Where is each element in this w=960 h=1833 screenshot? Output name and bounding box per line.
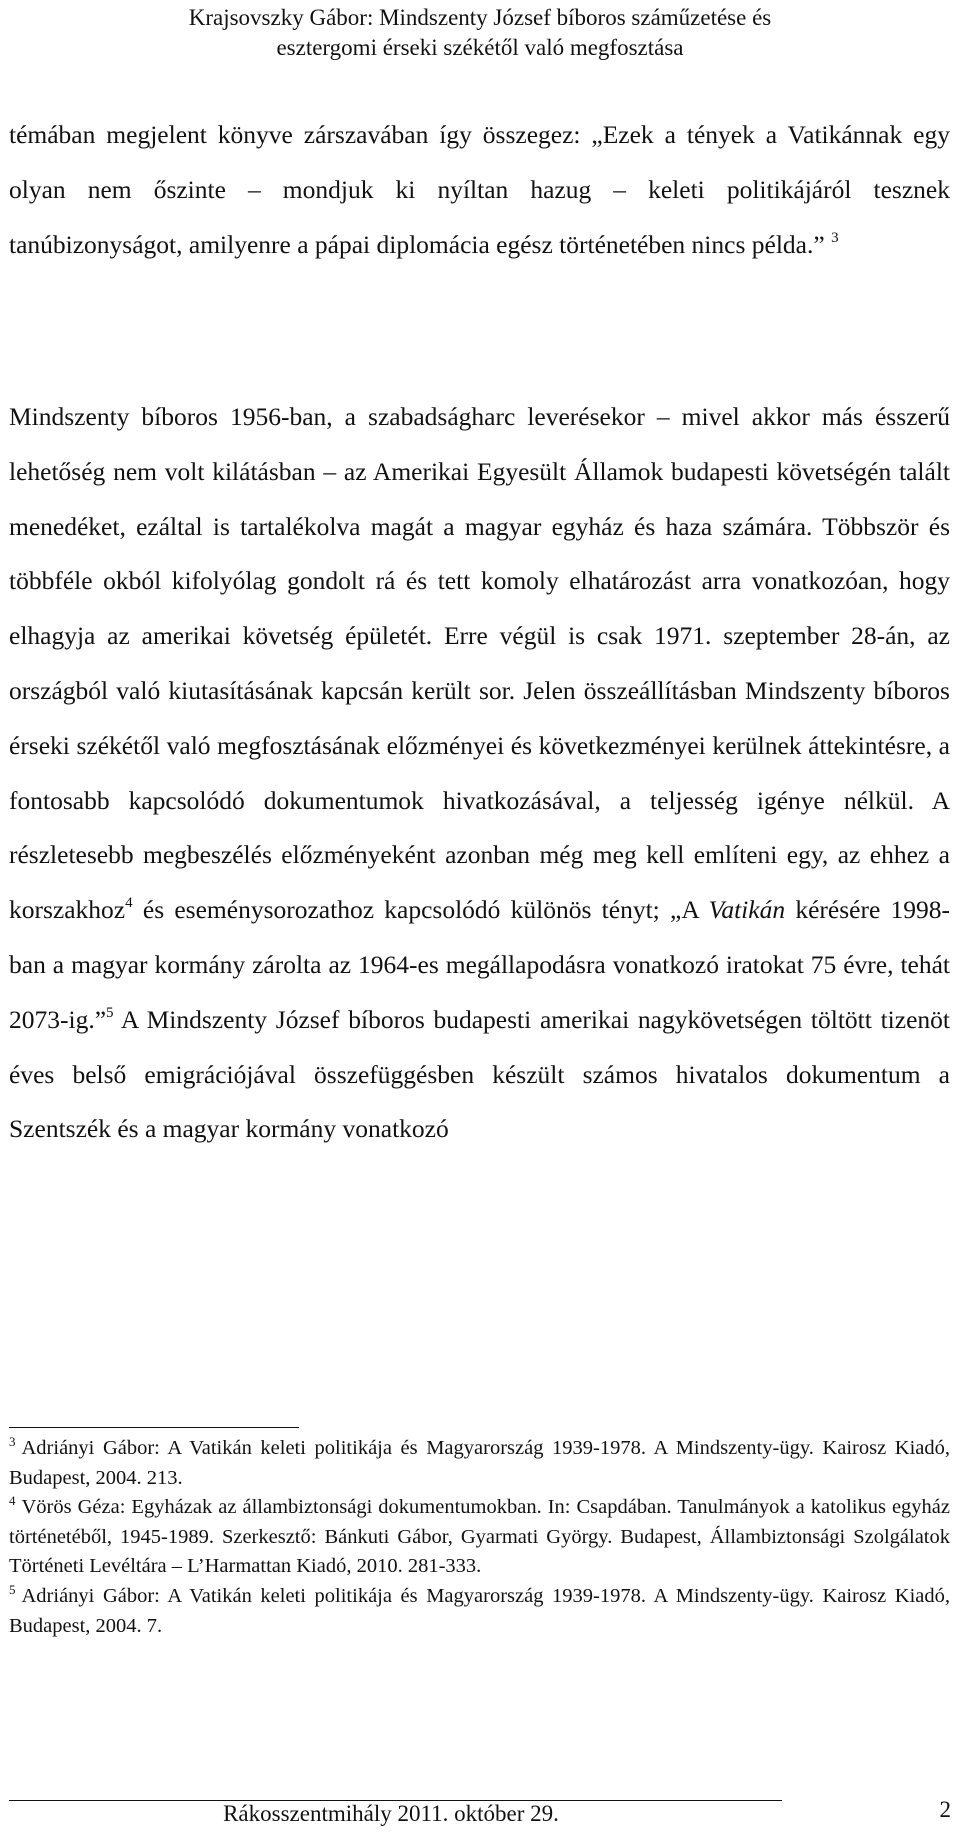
- footnote-3: [9, 1434, 950, 1493]
- paragraph-text-c: kérésére 1998-ban a magyar kormány zárolta az 1964-es megállapodásra vonatkozó iratokat 75 évre, tehát 2073-ig.”: [9, 895, 950, 1034]
- paragraph-italic-vatikan: Vatikán: [708, 895, 786, 925]
- paragraph-text-d: A Mindszenty József bíboros budapesti amerikai nagykövetségen töltött tizenöt éves belső emigrációjával összefüggésben készült számos hivatalos dokumentum a Szentszék és a magyar kormány vonatkozó: [9, 1004, 950, 1144]
- footnote-ref-5[interactable]: 5: [106, 1004, 114, 1021]
- footnote-5: [9, 1582, 950, 1641]
- footer-date-place: Rákosszentmihály 2011. október 29.: [223, 1801, 559, 1826]
- page-number: 2: [939, 1797, 951, 1822]
- footnote-number: 4: [9, 1493, 16, 1509]
- footnote-text: Vörös Géza: Egyházak az állambiztonsági dokumentumokban. In: Csapdában. Tanulmányok a katolikus egyház történetéből, 1945-1989. Szerkesztő: Bánkuti Gábor, Gyarmati György. Budapest, Állambiztonsági Szolgálatok Történeti Levéltára – L’Harmattan Kiadó, 2010. 281-333.: [9, 1496, 950, 1578]
- body-paragraph-1: [9, 108, 950, 272]
- body-paragraph-2: [9, 390, 950, 1157]
- paragraph-text-a: Mindszenty bíboros 1956-ban, a szabadságharc leverésekor – mivel akkor más ésszerű lehetőség nem volt kilátásban – az Amerikai Egyesült Államok budapesti követségén talált menedéket, ezáltal is tartalékolva magát a magyar egyház és haza számára. Többször és többféle okból kifolyólag gondolt rá és tett komoly elhatározást arra vonatkozóan, hogy elhagyja az amerikai követség épületét. Erre végül is csak 1971. szeptember 28-án, az országból való kiutasításának kapcsán került sor. Jelen összeállításban Mindszenty bíboros érseki székétől való megfosztásának előzményei és következményei kerülnek áttekintésre, a fontosabb kapcsolódó dokumentumok hivatkozásával, a teljesség igénye nélkül. A részletesebb megbeszélés előzményeként azonban még meg kell említeni egy, az ehhez a korszakhoz: [9, 402, 950, 925]
- footnotes: [9, 1434, 950, 1641]
- paragraph-text-b: és eseménysorozathoz kapcsolódó különös tényt; „A: [132, 895, 709, 925]
- footnote-number: 3: [9, 1434, 16, 1449]
- footnote-ref-4[interactable]: 4: [125, 895, 133, 912]
- footnote-text: Adriányi Gábor: A Vatikán keleti politikája és Magyarország 1939-1978. A Mindszenty-ügy. Kairosz Kiadó, Budapest, 2004. 7.: [9, 1584, 950, 1637]
- footnote-separator: [9, 1427, 299, 1428]
- paragraph-text: témában megjelent könyve zárszavában így összegez: „Ezek a tények a Vatikánnak egy olyan nem őszinte – mondjuk ki nyíltan hazug – keleti politikájáról tesznek tanúbizonyságot, amilyenre a pápai diplomácia egész történetében nincs példa.”: [9, 120, 950, 259]
- footnote-text: Adriányi Gábor: A Vatikán keleti politikája és Magyarország 1939-1978. A Mindszenty-ügy. Kairosz Kiadó, Budapest, 2004. 213.: [9, 1437, 950, 1489]
- footnote-ref-3[interactable]: 3: [831, 229, 839, 246]
- footnote-4: [9, 1493, 950, 1582]
- header-title-line-1: Krajsovszky Gábor: Mindszenty József bíboros száműzetése és: [188, 5, 772, 30]
- header-title-line-2: esztergomi érseki székétől való megfosztása: [276, 35, 684, 60]
- footnote-number: 5: [9, 1581, 16, 1597]
